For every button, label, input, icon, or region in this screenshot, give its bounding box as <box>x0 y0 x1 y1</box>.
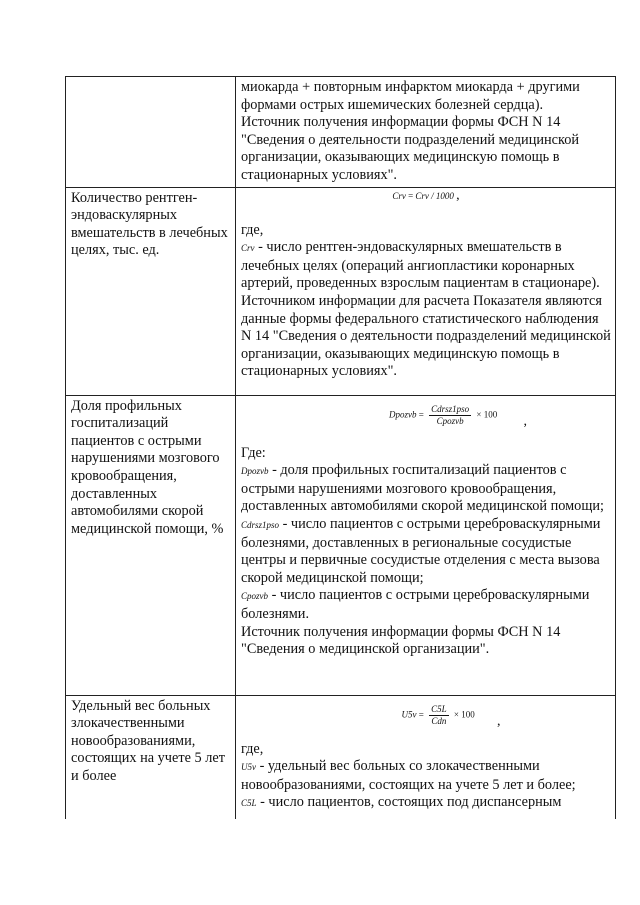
definition <box>241 758 611 794</box>
definition <box>241 516 611 587</box>
description-cell <box>236 695 616 819</box>
formula-expr: Crv / 1000 <box>415 190 454 201</box>
indicators-table <box>65 76 616 819</box>
formula-denominator: Cdn <box>431 715 447 726</box>
definition-symbol: Dpozvb <box>241 466 269 477</box>
indicator-cell: Удельный вес больных злокачественными новообразованиями, состоящих на учете 5 лет и более <box>66 695 236 819</box>
formula <box>241 398 611 430</box>
description-cell <box>236 395 616 695</box>
definition-symbol: C5L <box>241 798 257 809</box>
definition-symbol: Cpozvb <box>241 591 268 602</box>
description-cell <box>236 77 616 188</box>
formula-mult: × 100 <box>476 409 498 420</box>
formula-mult: × 100 <box>453 709 475 720</box>
table-row <box>66 395 616 695</box>
formula-eq: = <box>418 709 424 720</box>
indicator-cell: Количество рентген-эндоваскулярных вмешательств в лечебных целях, тыс. ед. <box>66 187 236 395</box>
formula-eq: = <box>418 409 424 420</box>
definition-text: - доля профильных госпитализаций пациентов с острыми нарушениями мозгового кровообращения, доставленных автомобилями скорой медицинской помощи; <box>241 462 604 515</box>
definition <box>241 239 611 293</box>
formula-eq: = <box>408 190 414 201</box>
indicator-cell: Доля профильных госпитализаций пациентов с острыми нарушениями мозгового кровообращения, доставленных автомобилями скорой медицинской помощи, % <box>66 395 236 695</box>
where-label: Где: <box>241 444 266 461</box>
definition-text: - число рентген-эндоваскулярных вмешательств в лечебных целях (операций ангиопластики коронарных артерий, проведенных взрослым пациентам в стационаре). <box>241 239 600 292</box>
definition-text: - число пациентов, состоящих под диспансерным <box>256 794 562 811</box>
formula <box>241 698 611 730</box>
formula-numerator: Cdrsz1pso <box>431 403 470 414</box>
where-label: где, <box>241 221 264 238</box>
definition <box>241 462 611 516</box>
formula-left: Crv <box>392 190 406 201</box>
formula-numerator: C5L <box>431 703 447 714</box>
formula-fraction <box>429 404 471 427</box>
definition-symbol: Crv <box>241 243 255 254</box>
table-row <box>66 77 616 188</box>
table-row <box>66 187 616 395</box>
formula-left: Dpozvb <box>389 409 417 420</box>
formula-fraction <box>429 704 449 727</box>
formula-left: U5v <box>401 709 417 720</box>
definition-text: - число пациентов с острыми цереброваскулярными болезнями. <box>241 587 590 622</box>
source-text: Источником информации для расчета Показателя являются данные формы федерального статистического наблюдения N 14 "Сведения о деятельности подразделений медицинской организации, оказывающих медицинскую помощь в стационарных условиях". <box>241 292 611 380</box>
formula-tail: , <box>523 414 527 430</box>
indicator-cell <box>66 77 236 188</box>
source-text: Источник получения информации формы ФСН N 14 "Сведения о медицинской организации". <box>241 623 561 658</box>
formula-denominator: Cpozvb <box>436 415 464 426</box>
definition-text: - удельный вес больных со злокачественными новообразованиями, состоящих на учете 5 лет и более; <box>241 758 576 793</box>
definition <box>241 587 611 623</box>
formula-tail: , <box>496 714 501 730</box>
definition <box>241 794 611 813</box>
paragraph: миокарда + повторным инфарктом миокарда + другими формами острых ишемических болезней сердца). <box>241 79 580 113</box>
table-row <box>66 695 616 819</box>
definition-symbol: U5v <box>241 762 256 773</box>
description-cell <box>236 187 616 395</box>
definition-text: - число пациентов с острыми цереброваскулярными болезнями, доставленных в региональные сосудистые центры и первичные сосудистые отделения с места вызова скорой медицинской помощи; <box>241 515 601 586</box>
formula <box>241 187 611 203</box>
paragraph: Источник получения информации формы ФСН N 14 "Сведения о деятельности подразделений медицинской организации, оказывающих медицинскую помощь в стационарных условиях". <box>241 114 580 183</box>
formula-tail: , <box>456 187 460 203</box>
where-label: где, <box>241 740 264 757</box>
definition-symbol: Cdrsz1pso <box>241 519 280 530</box>
